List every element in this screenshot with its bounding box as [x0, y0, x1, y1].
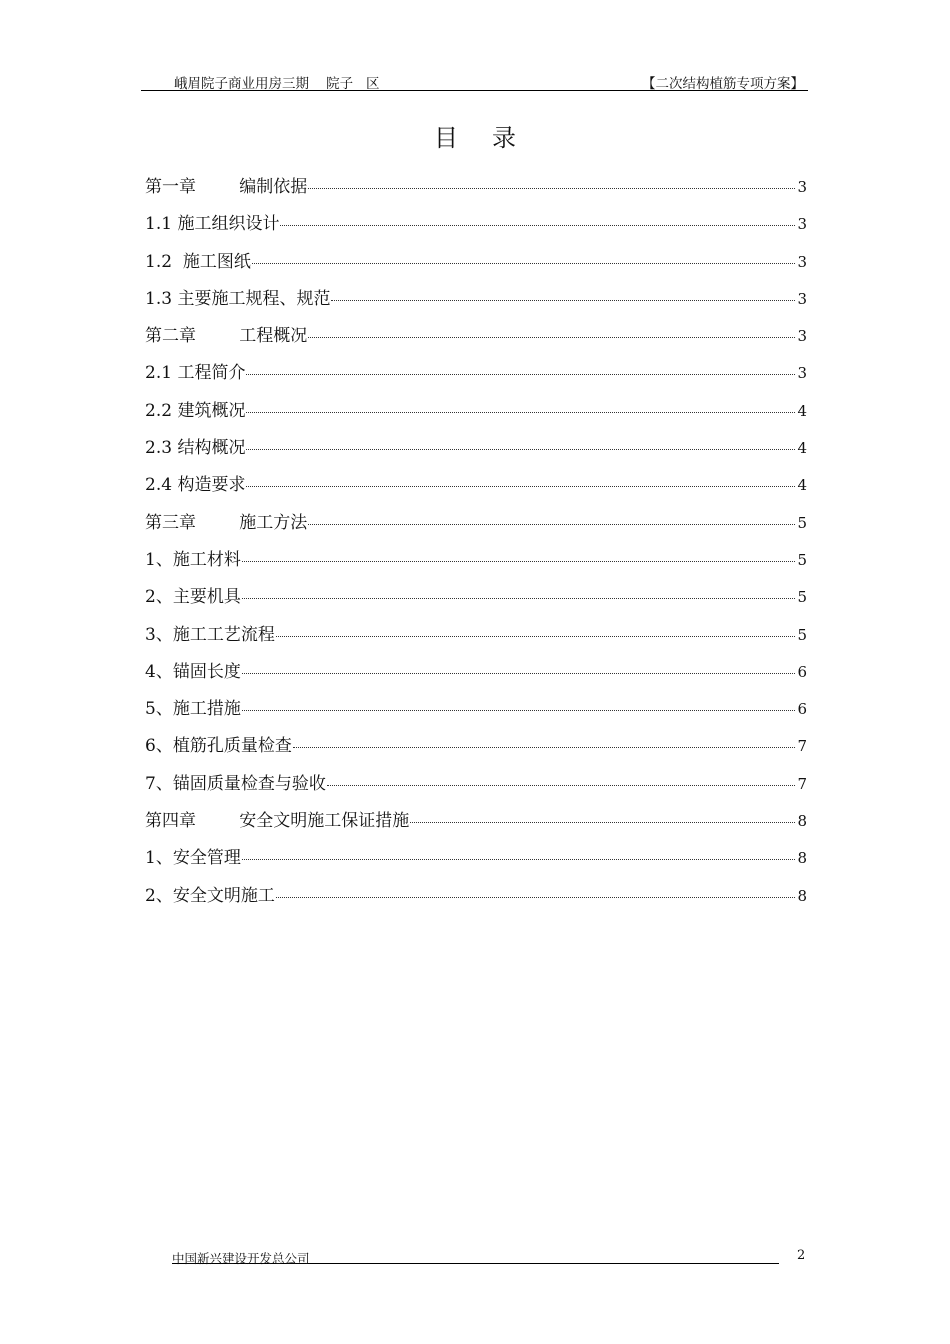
toc-entry-page: 5	[797, 588, 807, 607]
toc-entry[interactable]	[145, 835, 807, 872]
toc-entry-page: 8	[797, 812, 807, 831]
toc-entry[interactable]	[145, 164, 807, 201]
header-project-name: 峨眉院子商业用房三期 院子 区	[174, 76, 380, 92]
toc-entry[interactable]	[145, 723, 807, 760]
toc-leader	[293, 747, 796, 748]
toc-entry[interactable]	[145, 425, 807, 462]
toc-entry-page: 7	[797, 737, 807, 756]
toc-leader	[276, 636, 796, 637]
toc-entry-label: 2、安全文明施工	[145, 885, 275, 906]
toc-entry-label: 第二章 工程概况	[145, 326, 308, 347]
toc-leader	[276, 897, 796, 898]
toc-entry-page: 3	[797, 327, 807, 346]
toc-entry-page: 4	[797, 476, 807, 495]
toc-entry-page: 3	[797, 289, 807, 308]
toc-leader	[246, 486, 795, 487]
toc-entry-page: 3	[797, 364, 807, 383]
toc-entry[interactable]	[145, 649, 807, 686]
table-of-contents	[145, 164, 807, 910]
toc-entry-label: 1、施工材料	[145, 549, 241, 570]
toc-leader	[242, 673, 796, 674]
page-footer	[172, 1247, 779, 1264]
toc-entry-label: 5、施工措施	[145, 699, 241, 720]
toc-entry-page: 4	[797, 439, 807, 458]
toc-entry-label: 1.2 施工图纸	[145, 251, 251, 272]
toc-entry-label: 6、植筋孔质量检查	[145, 736, 292, 757]
toc-leader	[242, 561, 796, 562]
toc-entry-page: 7	[797, 774, 807, 793]
toc-entry[interactable]	[145, 350, 807, 387]
toc-leader	[242, 598, 796, 599]
toc-title: 目录	[434, 124, 550, 152]
toc-entry[interactable]	[145, 239, 807, 276]
toc-leader	[246, 449, 795, 450]
header-document-title: 【二次结构植筋专项方案】	[642, 76, 804, 92]
toc-leader	[308, 524, 795, 525]
toc-entry-label: 2.4 构造要求	[145, 475, 246, 496]
toc-leader	[246, 412, 795, 413]
toc-leader	[280, 225, 795, 226]
toc-leader	[327, 785, 796, 786]
toc-leader	[410, 822, 795, 823]
toc-entry-label: 7、锚固质量检查与验收	[145, 773, 326, 794]
page-number: 2	[797, 1248, 806, 1263]
toc-entry-label: 2.1 工程简介	[145, 363, 246, 384]
toc-leader	[252, 263, 796, 264]
toc-entry[interactable]	[145, 313, 807, 350]
toc-leader	[308, 188, 795, 189]
toc-entry-label: 3、施工工艺流程	[145, 624, 275, 645]
toc-entry[interactable]	[145, 201, 807, 238]
toc-leader	[242, 859, 796, 860]
page-header	[141, 70, 808, 91]
toc-entry[interactable]	[145, 574, 807, 611]
toc-entry-label: 第一章 编制依据	[145, 177, 308, 197]
toc-entry[interactable]	[145, 388, 807, 425]
toc-entry-page: 8	[797, 886, 807, 905]
toc-leader	[246, 374, 795, 375]
toc-entry-label: 2.2 建筑概况	[145, 400, 246, 421]
toc-entry-label: 第三章 施工方法	[145, 512, 308, 533]
toc-entry-page: 3	[797, 178, 807, 196]
toc-entry-page: 8	[797, 849, 807, 868]
toc-entry[interactable]	[145, 873, 807, 910]
toc-entry-page: 5	[797, 550, 807, 569]
toc-entry[interactable]	[145, 686, 807, 723]
toc-entry-page: 4	[797, 401, 807, 420]
toc-entry[interactable]	[145, 462, 807, 499]
toc-entry-label: 2、主要机具	[145, 587, 241, 608]
toc-leader	[331, 300, 795, 301]
footer-company-name: 中国新兴建设开发总公司	[172, 1251, 310, 1266]
toc-entry[interactable]	[145, 798, 807, 835]
toc-entry[interactable]	[145, 761, 807, 798]
toc-entry-page: 5	[797, 513, 807, 532]
toc-entry-page: 6	[797, 700, 807, 719]
toc-leader	[308, 337, 795, 338]
toc-entry-page: 5	[797, 625, 807, 644]
toc-entry-page: 3	[797, 215, 807, 234]
toc-entry-label: 1.1 施工组织设计	[145, 214, 280, 235]
toc-entry-page: 3	[797, 252, 807, 271]
toc-entry[interactable]	[145, 612, 807, 649]
toc-entry-label: 4、锚固长度	[145, 661, 241, 682]
toc-leader	[242, 710, 796, 711]
toc-entry-label: 1、安全管理	[145, 848, 241, 869]
toc-entry-label: 2.3 结构概况	[145, 438, 246, 459]
toc-entry-label: 1.3 主要施工规程、规范	[145, 288, 331, 309]
toc-entry[interactable]	[145, 537, 807, 574]
toc-entry[interactable]	[145, 276, 807, 313]
toc-entry-page: 6	[797, 662, 807, 681]
toc-entry-label: 第四章 安全文明施工保证措施	[145, 811, 410, 832]
toc-entry[interactable]	[145, 500, 807, 537]
